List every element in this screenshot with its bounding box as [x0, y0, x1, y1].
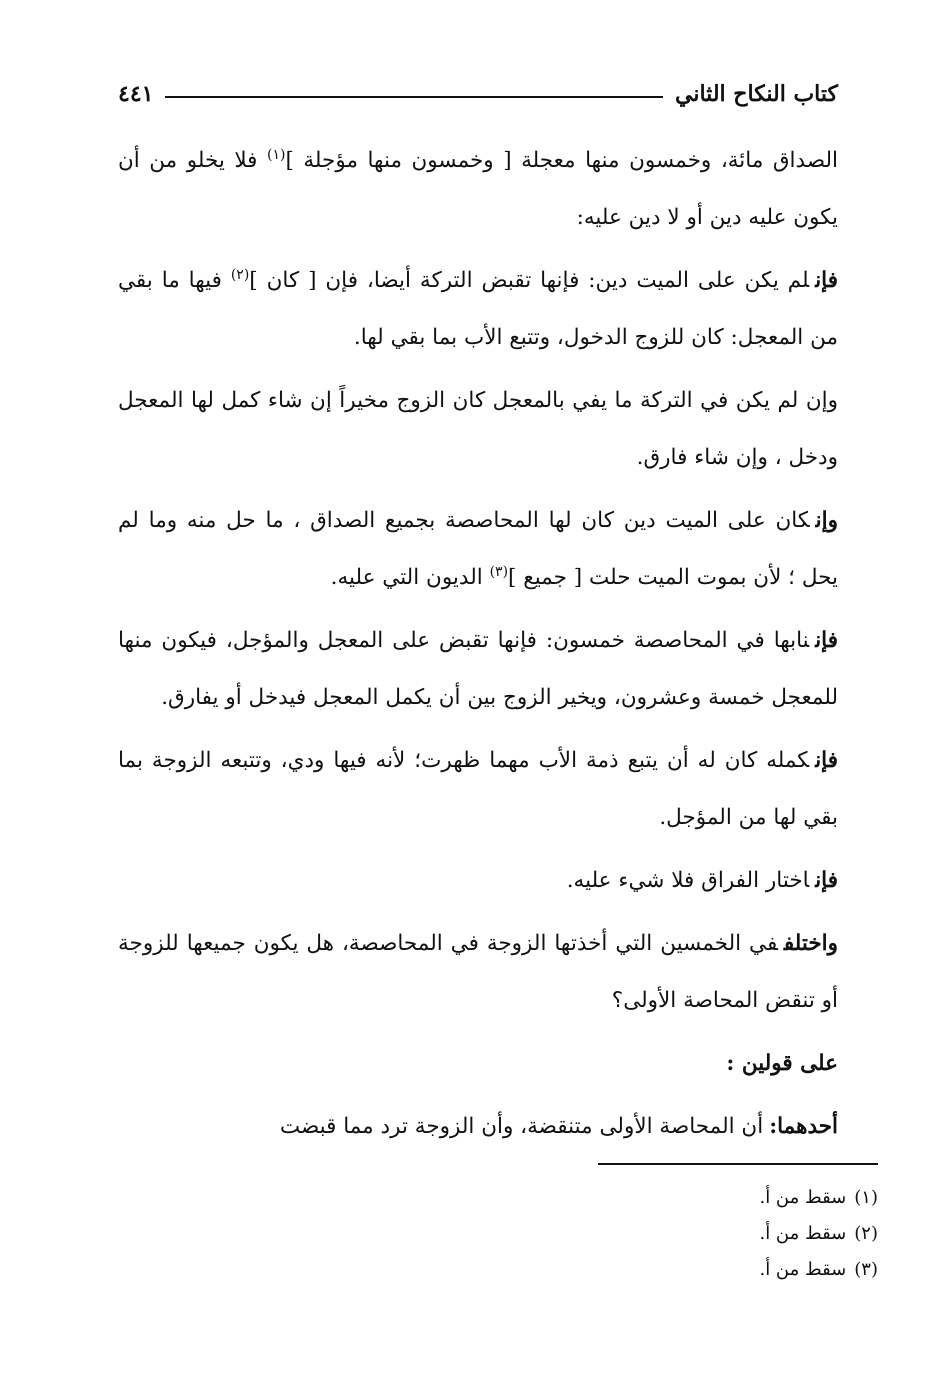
- paragraph-lead: فإن: [815, 748, 838, 773]
- footnote-ref-1: (١): [267, 146, 286, 163]
- footnote-text: سقط من أ.: [759, 1187, 847, 1208]
- paragraph-lead: فإن: [815, 268, 838, 293]
- page: [118, 72, 838, 1161]
- footnote-1: [478, 1180, 878, 1216]
- footnote-text: سقط من أ.: [759, 1223, 847, 1244]
- paragraph-7: [118, 852, 838, 909]
- running-header: [118, 72, 838, 116]
- page-number: ٤٤١: [118, 81, 154, 107]
- paragraph-text: أن المحاصة الأولى متنقضة، وأن الزوجة ترد مما قبضت: [279, 1114, 764, 1139]
- footnote-ref-3: (٣): [489, 563, 509, 580]
- paragraph-8: [118, 915, 838, 1029]
- section-heading: على قولين :: [726, 1051, 838, 1076]
- footnote-number: (٣): [854, 1259, 878, 1280]
- paragraph-text: الصداق مائة، وخمسون منها معجلة [ وخمسون منها مؤجلة ]: [285, 148, 838, 173]
- paragraph-lead: فإن: [815, 868, 838, 893]
- header-rule: [165, 96, 663, 98]
- paragraph-6: [118, 732, 838, 846]
- footnote-number: (٢): [854, 1223, 878, 1244]
- paragraph-5: [118, 612, 838, 726]
- body-text: [118, 132, 838, 1155]
- paragraph-text: في الخمسين التي أخذتها الزوجة في المحاصصة، هل يكون جميعها للزوجة أو تنقض المحاصة الأولى؟: [118, 931, 838, 1013]
- paragraph-text: نابها في المحاصصة خمسون: فإنها تقبض على المعجل والمؤجل، فيكون منها للمعجل خمسة وعشرون، ويخير الزوج بين أن يكمل المعجل فيدخل أو يفارق.: [118, 628, 838, 710]
- footnote-text: سقط من أ.: [759, 1259, 847, 1280]
- footnotes: [478, 1180, 878, 1288]
- paragraph-lead: وإن: [815, 508, 838, 533]
- footnote-ref-2: (٢): [230, 266, 250, 283]
- running-title: كتاب النكاح الثاني: [675, 81, 838, 107]
- footnote-3: [478, 1252, 878, 1288]
- paragraph-9: [118, 1035, 838, 1092]
- paragraph-text: فيها ما بقي من المعجل: كان للزوج الدخول، وتتبع الأب بما بقي لها.: [118, 268, 838, 350]
- footnote-2: [478, 1216, 878, 1252]
- paragraph-1: [118, 132, 838, 246]
- paragraph-3: [118, 372, 838, 486]
- paragraph-text: كمله كان له أن يتبع ذمة الأب مهما ظهرت؛ لأنه فيها ودي، وتتبعه الزوجة بما بقي لها من المؤجل.: [118, 748, 838, 830]
- paragraph-lead: أحدهما:: [769, 1114, 838, 1139]
- paragraph-lead: واختلف: [783, 931, 838, 956]
- paragraph-10: [118, 1098, 838, 1155]
- paragraph-text: وإن لم يكن في التركة ما يفي بالمعجل كان الزوج مخيراً إن شاء كمل لها المعجل ودخل ، وإن شاء فارق.: [118, 388, 838, 470]
- paragraph-text: اختار الفراق فلا شيء عليه.: [566, 868, 810, 893]
- paragraph-2: [118, 252, 838, 366]
- paragraph-text: كان على الميت دين كان لها المحاصصة بجميع الصداق ، ما حل منه وما لم يحل ؛ لأن بموت الميت حلت [ جميع ]: [118, 508, 838, 590]
- footnote-number: (١): [854, 1187, 878, 1208]
- paragraph-lead: فإن: [815, 628, 838, 653]
- paragraph-text: لم يكن على الميت دين: فإنها تقبض التركة أيضا، فإن [ كان ]: [249, 268, 810, 293]
- paragraph-text: فلا يخلو من أن يكون عليه دين أو لا دين عليه:: [118, 148, 838, 230]
- footnote-rule: [598, 1163, 878, 1165]
- paragraph-4: [118, 492, 838, 606]
- paragraph-text: الديون التي عليه.: [330, 565, 490, 590]
